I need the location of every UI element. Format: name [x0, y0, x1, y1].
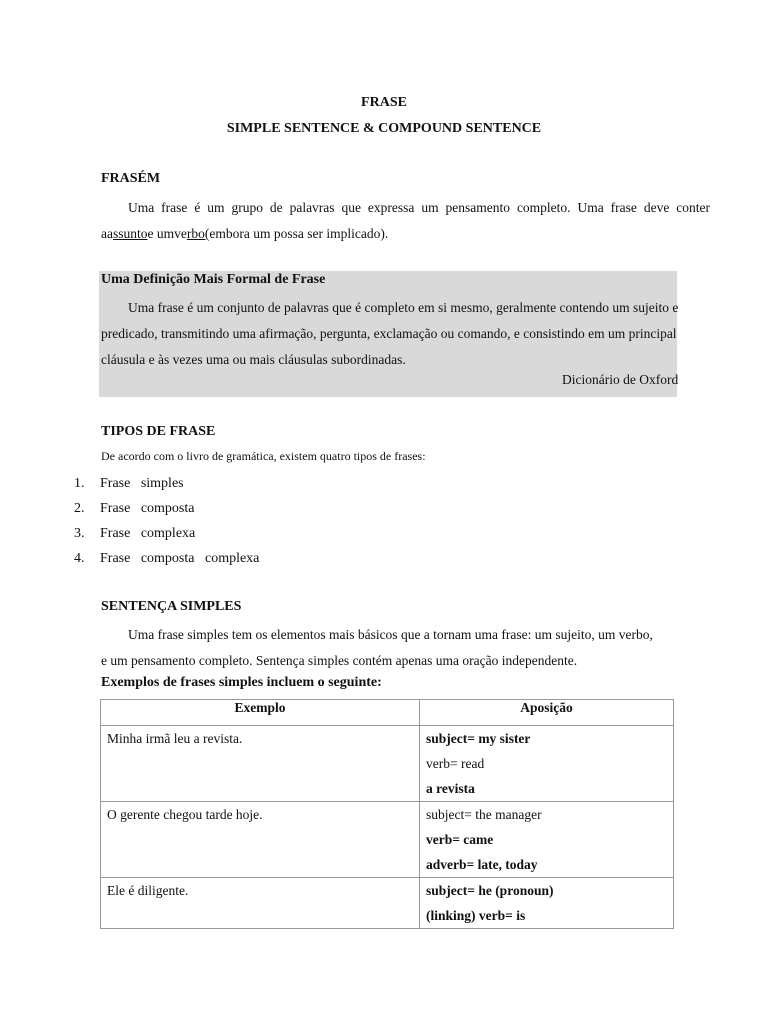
section-heading-frasem: FRASÉM [101, 171, 161, 186]
table-row [101, 878, 674, 929]
example-cell: Ele é diligente. [101, 878, 420, 929]
definition-line: Uma frase é um conjunto de palavras que é completo em si mesmo, geralmente contendo um sujeito e [128, 300, 679, 315]
example-cell: O gerente chegou tarde hoje. [101, 802, 420, 878]
paragraph-simples [101, 622, 721, 674]
definition-line: predicado, transmitindo uma afirmação, pergunta, exclamação ou comando, e consistindo em um principal [101, 326, 677, 341]
apposition-cell: subject= the manager verb= came adverb= late, today [420, 802, 674, 878]
definition-heading: Uma Definição Mais Formal de Frase [101, 272, 326, 287]
paragraph-frasem [101, 195, 710, 247]
apposition-cell: subject= he (pronoun) (linking) verb= is [420, 878, 674, 929]
examples-intro: Exemplos de frases simples incluem o seguinte: [101, 675, 382, 690]
definition-text [101, 295, 751, 373]
section-heading-tipos: TIPOS DE FRASE [101, 424, 216, 439]
paragraph-line: Uma frase simples tem os elementos mais básicos que a tornam uma frase: um sujeito, um verbo, [128, 627, 653, 642]
subject-link[interactable]: ssunto [112, 226, 148, 241]
list-item: 1. Frase simples [74, 476, 184, 491]
paragraph-line: Uma frase é um grupo de palavras que expressa um pensamento completo. Uma frase deve conter [128, 200, 710, 215]
example-cell: Minha irmã leu a revista. [101, 726, 420, 802]
verb-link[interactable]: rbo( [186, 226, 210, 241]
paragraph-line: aassuntoe umverbo(embora um possa ser implicado). [101, 226, 389, 241]
column-header-aposicao: Aposição [420, 700, 674, 726]
tipos-intro: De acordo com o livro de gramática, existem quatro tipos de frases: [101, 449, 426, 463]
page-subtitle: SIMPLE SENTENCE & COMPOUND SENTENCE [226, 121, 542, 136]
table-row [101, 726, 674, 802]
list-item: 4. Frase composta complexa [74, 551, 260, 566]
list-item: 3. Frase complexa [74, 526, 196, 541]
apposition-cell: subject= my sister verb= read a revista [420, 726, 674, 802]
list-item: 2. Frase composta [74, 501, 195, 516]
definition-line: cláusula e às vezes uma ou mais cláusulas subordinadas. [101, 352, 406, 367]
section-heading-simples: SENTENÇA SIMPLES [101, 599, 242, 614]
column-header-exemplo: Exemplo [101, 700, 420, 726]
page-title: FRASE [361, 95, 407, 110]
definition-source: Dicionário de Oxford [562, 372, 679, 387]
tipos-list [74, 471, 259, 571]
table-header-row [101, 700, 674, 726]
table-row [101, 802, 674, 878]
examples-table [100, 699, 674, 929]
paragraph-line: e um pensamento completo. Sentença simples contém apenas uma oração independente. [101, 653, 578, 668]
